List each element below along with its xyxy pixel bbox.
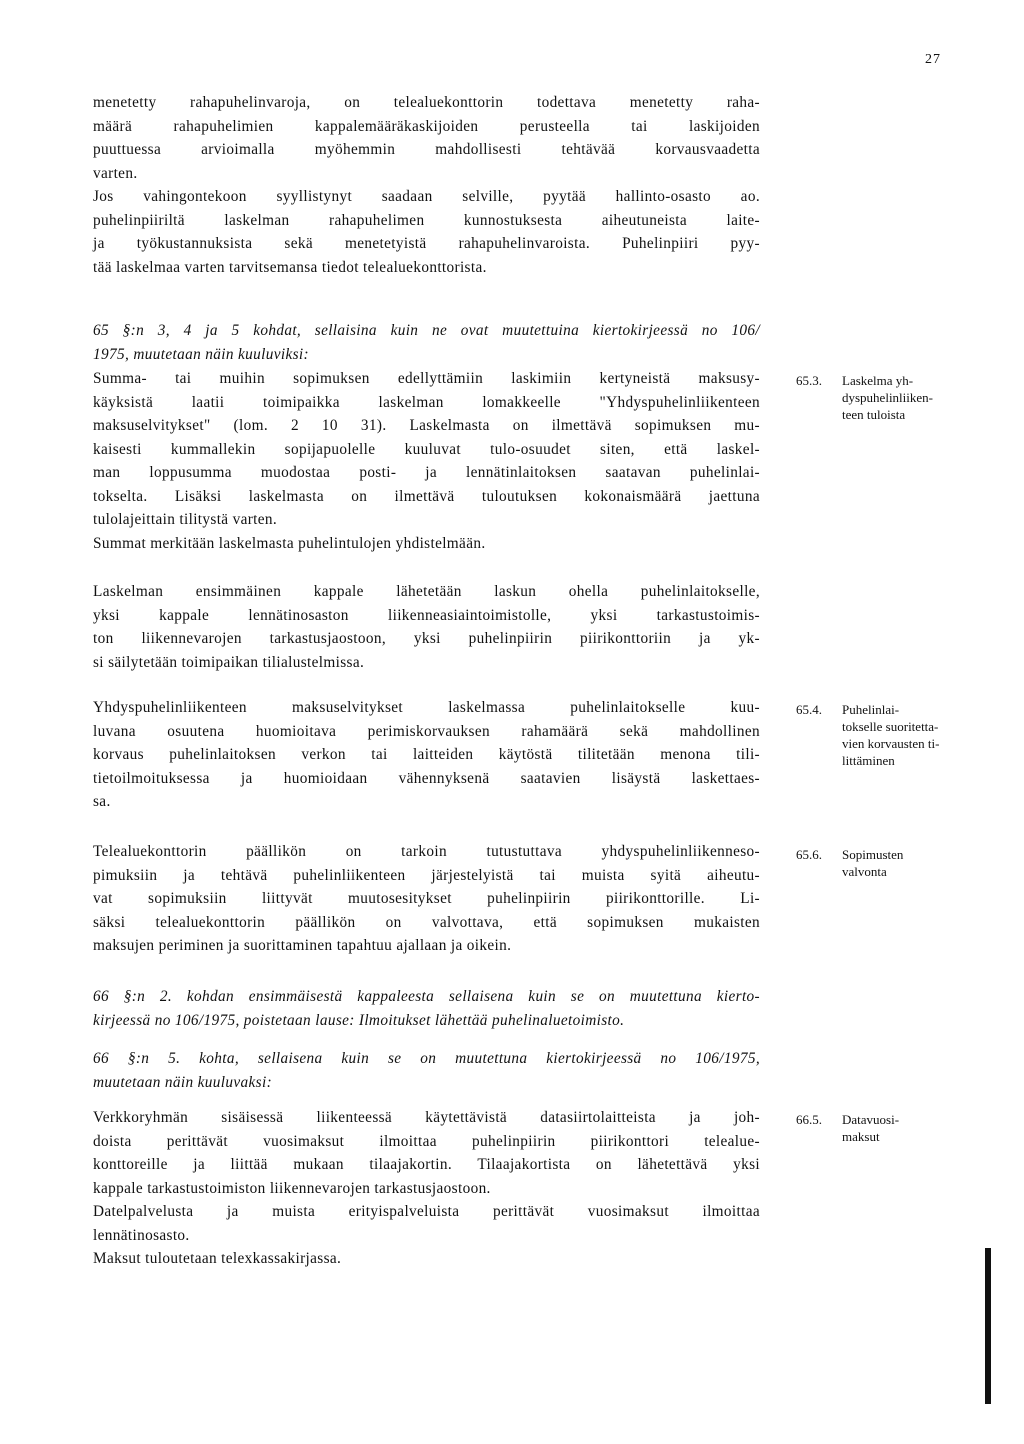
text-line: Summa- tai muihin sopimuksen edellyttämiin laskimiin kertyneistä maksusy- [93, 370, 760, 387]
text-line: Datelpalvelusta ja muista erityispalveluista perittävät vuosimaksut ilmoittaa [93, 1203, 760, 1220]
amendment-heading [93, 319, 760, 366]
text-line: käyksistä laatii toimipaikka laskelman lomakkeelle "Yhdyspuhelinliikenteen [93, 393, 760, 411]
side-note-number: 65.6. [796, 847, 822, 862]
side-note-line: maksut [842, 1129, 880, 1144]
text-line: puuttuessa arvioimalla myöhemmin mahdollisesti tehtävää korvausvaadetta [93, 141, 760, 158]
paragraph [93, 1106, 760, 1271]
text-line: puhelinpiiriltä laskelman rahapuhelimen kunnostuksesta aiheutuneista laite- [93, 211, 760, 229]
text-line: doista perittävät vuosimaksut ilmoittaa puhelinpiirin piirikonttori telealue- [93, 1132, 760, 1150]
page-number: 27 [925, 52, 941, 67]
text-line: man loppusumma muodostaa posti- ja lennätinlaitoksen saatavan puhelinlai- [93, 464, 760, 481]
text-line: yksi kappale lennätinosaston liikenneasiaintoimistolle, yksi tarkastustoimis- [93, 606, 760, 624]
side-note [796, 701, 971, 769]
text-line: kappale tarkastustoimiston liikennevarojen tarkastusjaostoon. [93, 1179, 491, 1197]
text-line: 65 §:n 3, 4 ja 5 kohdat, sellaisina kuin ne ovat muutettuina kiertokirjeessä no 106/ [93, 322, 760, 339]
text-line: korvaus puhelinlaitoksen verkon tai laitteiden käytöstä tilitetään menona tili- [93, 746, 760, 763]
text-line: tokselta. Lisäksi laskelmasta on ilmettävä tuloutuksen kokonaismäärä jaettuna [93, 487, 760, 505]
text-line: 1975, muutetaan näin kuuluviksi: [93, 345, 309, 363]
text-line: muutetaan näin kuuluvaksi: [93, 1073, 273, 1091]
text-line: Verkkoryhmän sisäisessä liikenteessä käytettävistä datasiirtolaitteista ja joh- [93, 1109, 760, 1126]
side-note-line: Sopimusten [842, 847, 904, 862]
text-line: tietoilmoituksessa ja huomioidaan vähennyksenä saatavien lisäystä laskettaes- [93, 769, 760, 787]
text-line: tää laskelmaa varten tarvitsemansa tiedot telealuekonttorista. [93, 258, 487, 276]
amendment-heading [93, 1047, 760, 1094]
text-line: Maksut tuloutetaan telexkassakirjassa. [93, 1250, 342, 1267]
text-line: varten. [93, 164, 138, 182]
text-line: Jos vahingontekoon syyllistynyt saadaan selville, pyytää hallinto-osasto ao. [93, 188, 760, 205]
paragraph [93, 367, 760, 555]
side-note-line: tokselle suoritetta- [842, 719, 939, 734]
text-line: ton liikennevarojen tarkastusjaostoon, yksi puhelinpiirin piirikonttoriin ja yk- [93, 630, 760, 647]
side-note-number: 65.4. [796, 702, 822, 717]
paragraph [93, 840, 760, 958]
text-line: pimuksiin ja tehtävä puhelinliikenteen järjestelyistä tai muista syitä aiheutu- [93, 866, 760, 884]
text-line: tulolajeittain tilitystä varten. [93, 511, 278, 528]
side-note-number: 65.3. [796, 373, 822, 388]
paragraph [93, 696, 760, 814]
text-line: maksuselvitykset" (lom. 2 10 31). Laskelmasta on ilmettävä sopimuksen mu- [93, 417, 760, 434]
side-note [796, 1111, 971, 1145]
side-note-number: 66.5. [796, 1112, 822, 1127]
text-line: Telealuekonttorin päällikön on tarkoin tutustuttava yhdyspuhelinliikenneso- [93, 843, 760, 860]
text-line: vat sopimuksiin liittyvät muutosesitykset puhelinpiirin piirikonttorille. Li- [93, 890, 760, 907]
side-note-line: teen tuloista [842, 407, 906, 422]
text-line: menetetty rahapuhelinvaroja, on telealuekonttorin todettava menetetty raha- [93, 94, 760, 111]
side-note-line: Datavuosi- [842, 1112, 900, 1127]
text-line: konttoreille ja liittää mukaan tilaajakortin. Tilaajakortista on lähetettävä yksi [93, 1156, 760, 1173]
side-note [796, 846, 971, 880]
side-note-line: valvonta [842, 864, 887, 879]
amendment-heading [93, 985, 760, 1032]
side-note-line: dyspuhelinliiken- [842, 390, 933, 405]
text-line: Yhdyspuhelinliikenteen maksuselvitykset laskelmassa puhelinlaitokselle kuu- [93, 699, 760, 716]
text-line: Summat merkitään laskelmasta puhelintulojen yhdistelmään. [93, 534, 486, 552]
change-bar [985, 1248, 991, 1404]
text-line: lennätinosasto. [93, 1226, 190, 1244]
side-note [796, 372, 971, 423]
paragraph [93, 91, 760, 279]
text-line: 66 §:n 2. kohdan ensimmäisestä kappaleesta sellaisena kuin se on muutettuna kierto- [93, 988, 760, 1005]
side-note-line: Puhelinlai- [842, 702, 900, 717]
text-line: säksi telealuekonttorin päällikön on valvottava, että sopimuksen mukaisten [93, 913, 760, 931]
text-line: si säilytetään toimipaikan tilialustelmissa. [93, 653, 365, 671]
paragraph [93, 580, 760, 674]
text-line: määrä rahapuhelimien kappalemääräkaskijoiden perusteella tai laskijoiden [93, 117, 760, 135]
text-line: sa. [93, 793, 111, 810]
text-line: kirjeessä no 106/1975, poistetaan lause: Ilmoitukset lähettää puhelinaluetoimisto. [93, 1011, 625, 1029]
text-line: 66 §:n 5. kohta, sellaisena kuin se on muutettuna kiertokirjeessä no 106/1975, [93, 1050, 760, 1067]
text-line: ja työkustannuksista sekä menetetyistä rahapuhelinvaroista. Puhelinpiiri pyy- [93, 235, 760, 252]
text-line: Laskelman ensimmäinen kappale lähetetään laskun ohella puhelinlaitokselle, [93, 583, 760, 600]
side-note-line: vien korvausten ti- [842, 736, 940, 751]
side-note-line: Laskelma yh- [842, 373, 914, 388]
text-line: kaisesti kummallekin sopijapuolelle kuuluvat tulo-osuudet siten, että laskel- [93, 440, 760, 458]
text-line: luvana osuutena huomioitava perimiskorvauksen rahamäärä sekä mahdollinen [93, 722, 760, 740]
text-line: maksujen periminen ja suorittaminen tapahtuu ajallaan ja oikein. [93, 937, 512, 954]
side-note-line: littäminen [842, 753, 895, 768]
